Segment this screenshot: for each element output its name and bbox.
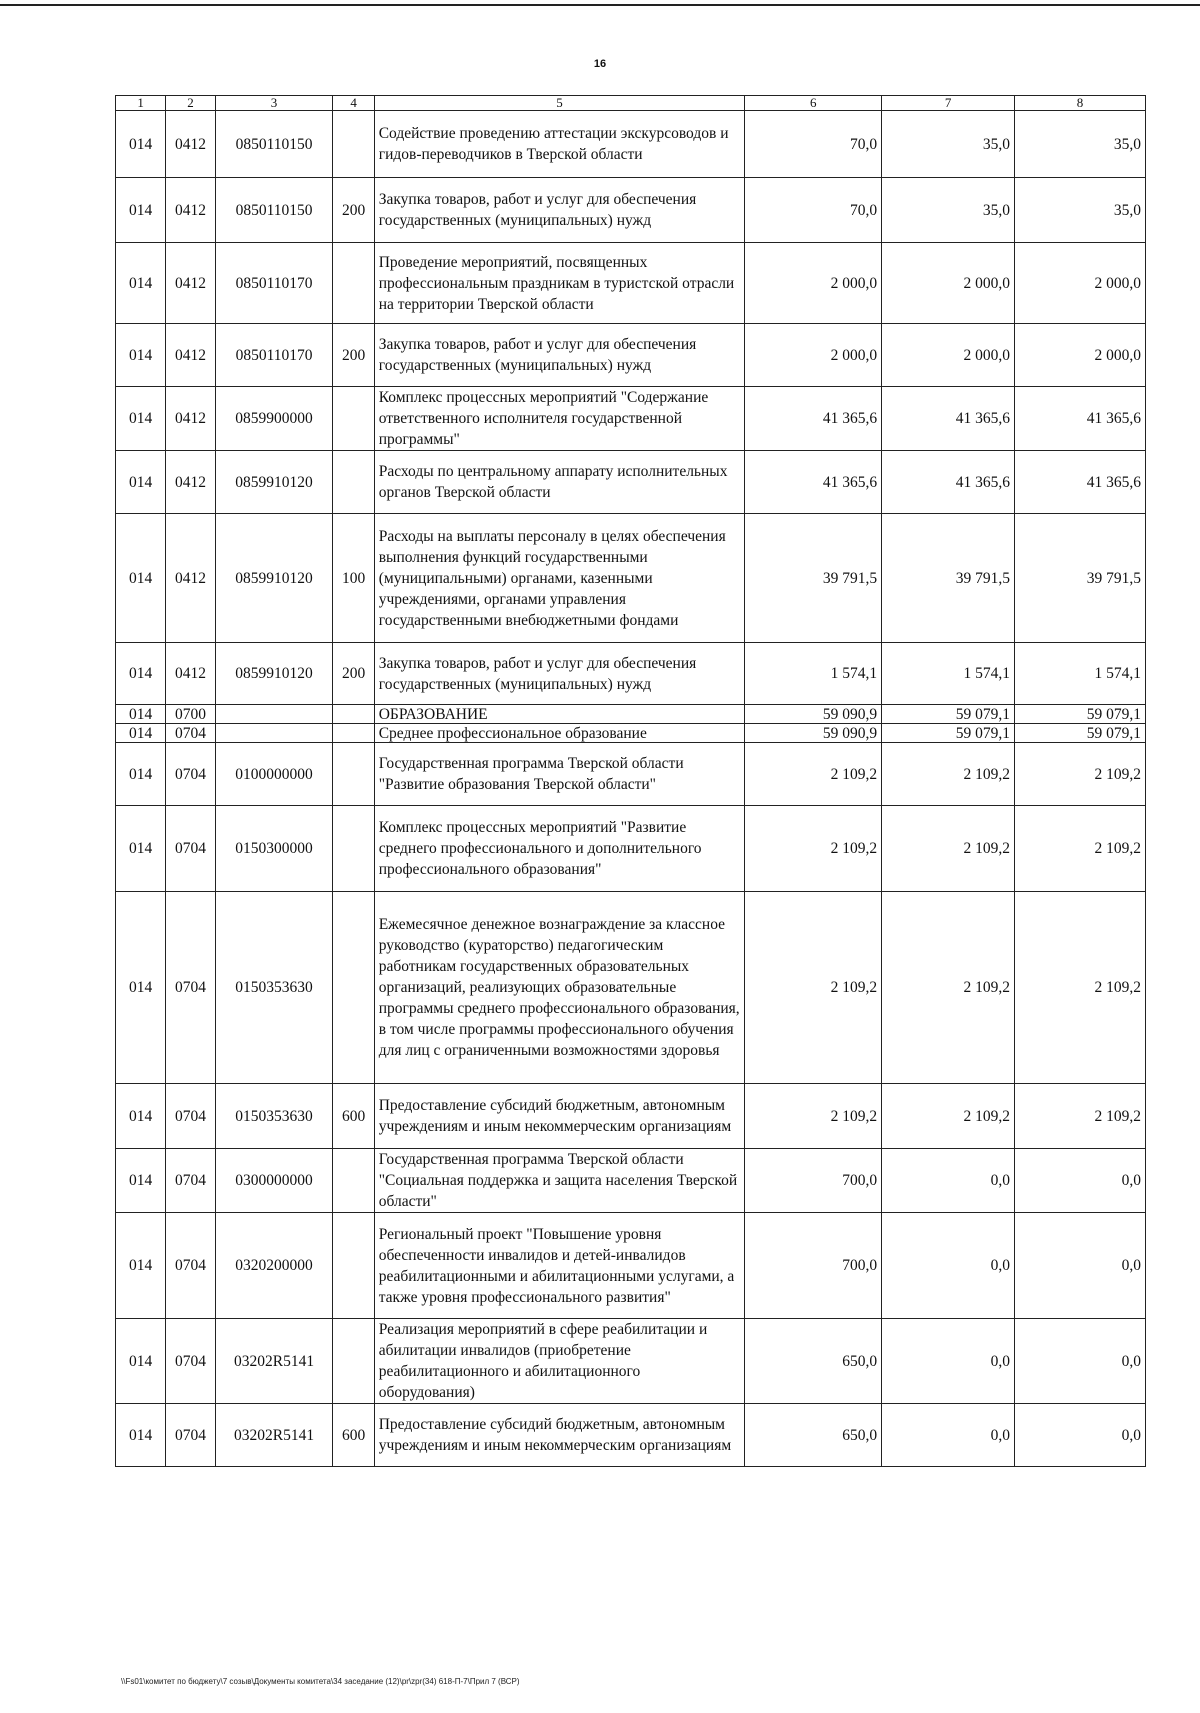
admin-code-cell: 014 xyxy=(116,111,166,178)
description-cell: Комплекс процессных мероприятий "Содержание ответственного исполнителя государственной программы" xyxy=(374,387,745,451)
table-row xyxy=(116,724,1146,743)
amount-col8-cell: 0,0 xyxy=(1015,1213,1146,1319)
amount-col6-cell: 2 109,2 xyxy=(745,1084,882,1149)
amount-col7-cell: 2 109,2 xyxy=(882,806,1015,892)
table-row xyxy=(116,111,1146,178)
column-number-row xyxy=(116,96,1146,111)
section-code-cell: 0704 xyxy=(166,1149,215,1213)
target-article-cell: 0150353630 xyxy=(215,1084,333,1149)
budget-table xyxy=(115,95,1146,1467)
amount-col8-cell: 59 079,1 xyxy=(1015,724,1146,743)
description-cell: Среднее профессиональное образование xyxy=(374,724,745,743)
column-header: 5 xyxy=(374,96,745,111)
admin-code-cell: 014 xyxy=(116,1084,166,1149)
expense-type-cell xyxy=(333,451,374,514)
amount-col6-cell: 39 791,5 xyxy=(745,514,882,643)
amount-col7-cell: 59 079,1 xyxy=(882,724,1015,743)
table-row xyxy=(116,743,1146,806)
amount-col7-cell: 59 079,1 xyxy=(882,705,1015,724)
amount-col7-cell: 35,0 xyxy=(882,111,1015,178)
admin-code-cell: 014 xyxy=(116,1213,166,1319)
table-row xyxy=(116,1404,1146,1467)
expense-type-cell: 600 xyxy=(333,1404,374,1467)
section-code-cell: 0412 xyxy=(166,324,215,387)
amount-col6-cell: 59 090,9 xyxy=(745,724,882,743)
amount-col8-cell: 39 791,5 xyxy=(1015,514,1146,643)
table-row xyxy=(116,1213,1146,1319)
amount-col7-cell: 39 791,5 xyxy=(882,514,1015,643)
admin-code-cell: 014 xyxy=(116,243,166,324)
section-code-cell: 0704 xyxy=(166,806,215,892)
expense-type-cell xyxy=(333,387,374,451)
top-border-line xyxy=(0,4,1200,6)
amount-col6-cell: 59 090,9 xyxy=(745,705,882,724)
expense-type-cell: 200 xyxy=(333,178,374,243)
admin-code-cell: 014 xyxy=(116,324,166,387)
section-code-cell: 0704 xyxy=(166,1404,215,1467)
description-cell: Предоставление субсидий бюджетным, автономным учреждениям и иным некоммерческим организациям xyxy=(374,1404,745,1467)
table-row xyxy=(116,806,1146,892)
expense-type-cell xyxy=(333,892,374,1084)
section-code-cell: 0704 xyxy=(166,892,215,1084)
amount-col8-cell: 2 109,2 xyxy=(1015,892,1146,1084)
amount-col6-cell: 41 365,6 xyxy=(745,387,882,451)
target-article-cell: 0859910120 xyxy=(215,514,333,643)
column-header: 7 xyxy=(882,96,1015,111)
table-row xyxy=(116,1319,1146,1404)
column-header: 2 xyxy=(166,96,215,111)
amount-col7-cell: 1 574,1 xyxy=(882,643,1015,705)
amount-col8-cell: 35,0 xyxy=(1015,178,1146,243)
target-article-cell: 0100000000 xyxy=(215,743,333,806)
amount-col7-cell: 35,0 xyxy=(882,178,1015,243)
table-row xyxy=(116,387,1146,451)
target-article-cell: 0150353630 xyxy=(215,892,333,1084)
table-row xyxy=(116,514,1146,643)
target-article-cell xyxy=(215,705,333,724)
amount-col7-cell: 0,0 xyxy=(882,1404,1015,1467)
amount-col8-cell: 41 365,6 xyxy=(1015,387,1146,451)
section-code-cell: 0704 xyxy=(166,724,215,743)
amount-col6-cell: 2 109,2 xyxy=(745,806,882,892)
description-cell: Закупка товаров, работ и услуг для обеспечения государственных (муниципальных) нужд xyxy=(374,324,745,387)
description-cell: Комплекс процессных мероприятий "Развитие среднего профессионального и дополнительного профессионального образования" xyxy=(374,806,745,892)
amount-col8-cell: 35,0 xyxy=(1015,111,1146,178)
admin-code-cell: 014 xyxy=(116,387,166,451)
amount-col7-cell: 41 365,6 xyxy=(882,387,1015,451)
section-code-cell: 0700 xyxy=(166,705,215,724)
table-row xyxy=(116,643,1146,705)
section-code-cell: 0412 xyxy=(166,387,215,451)
admin-code-cell: 014 xyxy=(116,806,166,892)
amount-col7-cell: 0,0 xyxy=(882,1149,1015,1213)
description-cell: Закупка товаров, работ и услуг для обеспечения государственных (муниципальных) нужд xyxy=(374,643,745,705)
target-article-cell: 0850110150 xyxy=(215,111,333,178)
admin-code-cell: 014 xyxy=(116,724,166,743)
amount-col8-cell: 0,0 xyxy=(1015,1404,1146,1467)
table-row xyxy=(116,1084,1146,1149)
amount-col8-cell: 2 000,0 xyxy=(1015,324,1146,387)
admin-code-cell: 014 xyxy=(116,514,166,643)
table-row xyxy=(116,324,1146,387)
section-code-cell: 0412 xyxy=(166,111,215,178)
description-cell: Расходы на выплаты персоналу в целях обеспечения выполнения функций государственными (муниципальными) органами, казенными учреждениями, органами управления государственными внебюджетными фондами xyxy=(374,514,745,643)
amount-col7-cell: 0,0 xyxy=(882,1213,1015,1319)
table-row xyxy=(116,243,1146,324)
amount-col6-cell: 2 000,0 xyxy=(745,243,882,324)
target-article-cell: 03202R5141 xyxy=(215,1319,333,1404)
admin-code-cell: 014 xyxy=(116,1404,166,1467)
expense-type-cell xyxy=(333,743,374,806)
amount-col7-cell: 2 109,2 xyxy=(882,892,1015,1084)
amount-col7-cell: 2 000,0 xyxy=(882,243,1015,324)
section-code-cell: 0412 xyxy=(166,514,215,643)
table-row xyxy=(116,705,1146,724)
amount-col8-cell: 59 079,1 xyxy=(1015,705,1146,724)
description-cell: Закупка товаров, работ и услуг для обеспечения государственных (муниципальных) нужд xyxy=(374,178,745,243)
amount-col8-cell: 2 000,0 xyxy=(1015,243,1146,324)
section-code-cell: 0412 xyxy=(166,451,215,514)
expense-type-cell xyxy=(333,724,374,743)
file-path-footer: \\Fs01\комитет по бюджету\7 созыв\Документы комитета\34 заседание (12)\pr\zpr(34) 618-П-7\Прил 7 (ВСР) xyxy=(121,1677,520,1686)
admin-code-cell: 014 xyxy=(116,643,166,705)
description-cell: Проведение мероприятий, посвященных профессиональным праздникам в туристской отрасли на территории Тверской области xyxy=(374,243,745,324)
expense-type-cell xyxy=(333,806,374,892)
amount-col6-cell: 70,0 xyxy=(745,111,882,178)
column-header: 8 xyxy=(1015,96,1146,111)
admin-code-cell: 014 xyxy=(116,705,166,724)
amount-col8-cell: 1 574,1 xyxy=(1015,643,1146,705)
section-code-cell: 0412 xyxy=(166,643,215,705)
table-row xyxy=(116,892,1146,1084)
section-code-cell: 0412 xyxy=(166,243,215,324)
description-cell: Расходы по центральному аппарату исполнительных органов Тверской области xyxy=(374,451,745,514)
description-cell: Реализация мероприятий в сфере реабилитации и абилитации инвалидов (приобретение реабилитационного и абилитационного оборудования) xyxy=(374,1319,745,1404)
expense-type-cell: 200 xyxy=(333,324,374,387)
admin-code-cell: 014 xyxy=(116,1149,166,1213)
amount-col7-cell: 2 109,2 xyxy=(882,743,1015,806)
amount-col8-cell: 2 109,2 xyxy=(1015,1084,1146,1149)
column-header: 6 xyxy=(745,96,882,111)
section-code-cell: 0412 xyxy=(166,178,215,243)
amount-col7-cell: 41 365,6 xyxy=(882,451,1015,514)
target-article-cell: 0859900000 xyxy=(215,387,333,451)
amount-col7-cell: 2 109,2 xyxy=(882,1084,1015,1149)
amount-col6-cell: 70,0 xyxy=(745,178,882,243)
column-header: 4 xyxy=(333,96,374,111)
description-cell: Региональный проект "Повышение уровня обеспеченности инвалидов и детей-инвалидов реабилитационными и абилитационными услугами, а также уровня профессионального развития" xyxy=(374,1213,745,1319)
target-article-cell: 0150300000 xyxy=(215,806,333,892)
expense-type-cell xyxy=(333,1319,374,1404)
amount-col6-cell: 41 365,6 xyxy=(745,451,882,514)
amount-col6-cell: 2 000,0 xyxy=(745,324,882,387)
expense-type-cell: 100 xyxy=(333,514,374,643)
target-article-cell: 0850110150 xyxy=(215,178,333,243)
description-cell: Государственная программа Тверской области "Социальная поддержка и защита населения Тверской области" xyxy=(374,1149,745,1213)
table-row xyxy=(116,178,1146,243)
admin-code-cell: 014 xyxy=(116,178,166,243)
amount-col7-cell: 2 000,0 xyxy=(882,324,1015,387)
amount-col6-cell: 700,0 xyxy=(745,1213,882,1319)
amount-col6-cell: 2 109,2 xyxy=(745,892,882,1084)
amount-col8-cell: 2 109,2 xyxy=(1015,743,1146,806)
column-header: 3 xyxy=(215,96,333,111)
amount-col6-cell: 700,0 xyxy=(745,1149,882,1213)
expense-type-cell xyxy=(333,705,374,724)
amount-col7-cell: 0,0 xyxy=(882,1319,1015,1404)
admin-code-cell: 014 xyxy=(116,1319,166,1404)
admin-code-cell: 014 xyxy=(116,451,166,514)
amount-col6-cell: 650,0 xyxy=(745,1404,882,1467)
description-cell: Государственная программа Тверской области "Развитие образования Тверской области" xyxy=(374,743,745,806)
target-article-cell: 0859910120 xyxy=(215,643,333,705)
target-article-cell: 0850110170 xyxy=(215,243,333,324)
target-article-cell xyxy=(215,724,333,743)
description-cell: Предоставление субсидий бюджетным, автономным учреждениям и иным некоммерческим организациям xyxy=(374,1084,745,1149)
description-cell: ОБРАЗОВАНИЕ xyxy=(374,705,745,724)
target-article-cell: 0850110170 xyxy=(215,324,333,387)
table-row xyxy=(116,451,1146,514)
amount-col8-cell: 0,0 xyxy=(1015,1149,1146,1213)
expense-type-cell xyxy=(333,243,374,324)
expense-type-cell: 200 xyxy=(333,643,374,705)
section-code-cell: 0704 xyxy=(166,1084,215,1149)
amount-col8-cell: 0,0 xyxy=(1015,1319,1146,1404)
amount-col6-cell: 2 109,2 xyxy=(745,743,882,806)
amount-col6-cell: 650,0 xyxy=(745,1319,882,1404)
amount-col8-cell: 41 365,6 xyxy=(1015,451,1146,514)
expense-type-cell xyxy=(333,111,374,178)
table-row xyxy=(116,1149,1146,1213)
expense-type-cell xyxy=(333,1213,374,1319)
admin-code-cell: 014 xyxy=(116,892,166,1084)
section-code-cell: 0704 xyxy=(166,743,215,806)
target-article-cell: 0320200000 xyxy=(215,1213,333,1319)
amount-col6-cell: 1 574,1 xyxy=(745,643,882,705)
description-cell: Содействие проведению аттестации экскурсоводов и гидов-переводчиков в Тверской области xyxy=(374,111,745,178)
section-code-cell: 0704 xyxy=(166,1213,215,1319)
amount-col8-cell: 2 109,2 xyxy=(1015,806,1146,892)
expense-type-cell: 600 xyxy=(333,1084,374,1149)
section-code-cell: 0704 xyxy=(166,1319,215,1404)
target-article-cell: 0300000000 xyxy=(215,1149,333,1213)
description-cell: Ежемесячное денежное вознаграждение за классное руководство (кураторство) педагогическим работникам государственных образовательных организаций, реализующих образовательные программы среднего профессионального образования, в том числе программы профессионального обучения для лиц с ограниченными возможностями здоровья xyxy=(374,892,745,1084)
target-article-cell: 0859910120 xyxy=(215,451,333,514)
target-article-cell: 03202R5141 xyxy=(215,1404,333,1467)
page-number: 16 xyxy=(593,58,607,70)
expense-type-cell xyxy=(333,1149,374,1213)
column-header: 1 xyxy=(116,96,166,111)
admin-code-cell: 014 xyxy=(116,743,166,806)
